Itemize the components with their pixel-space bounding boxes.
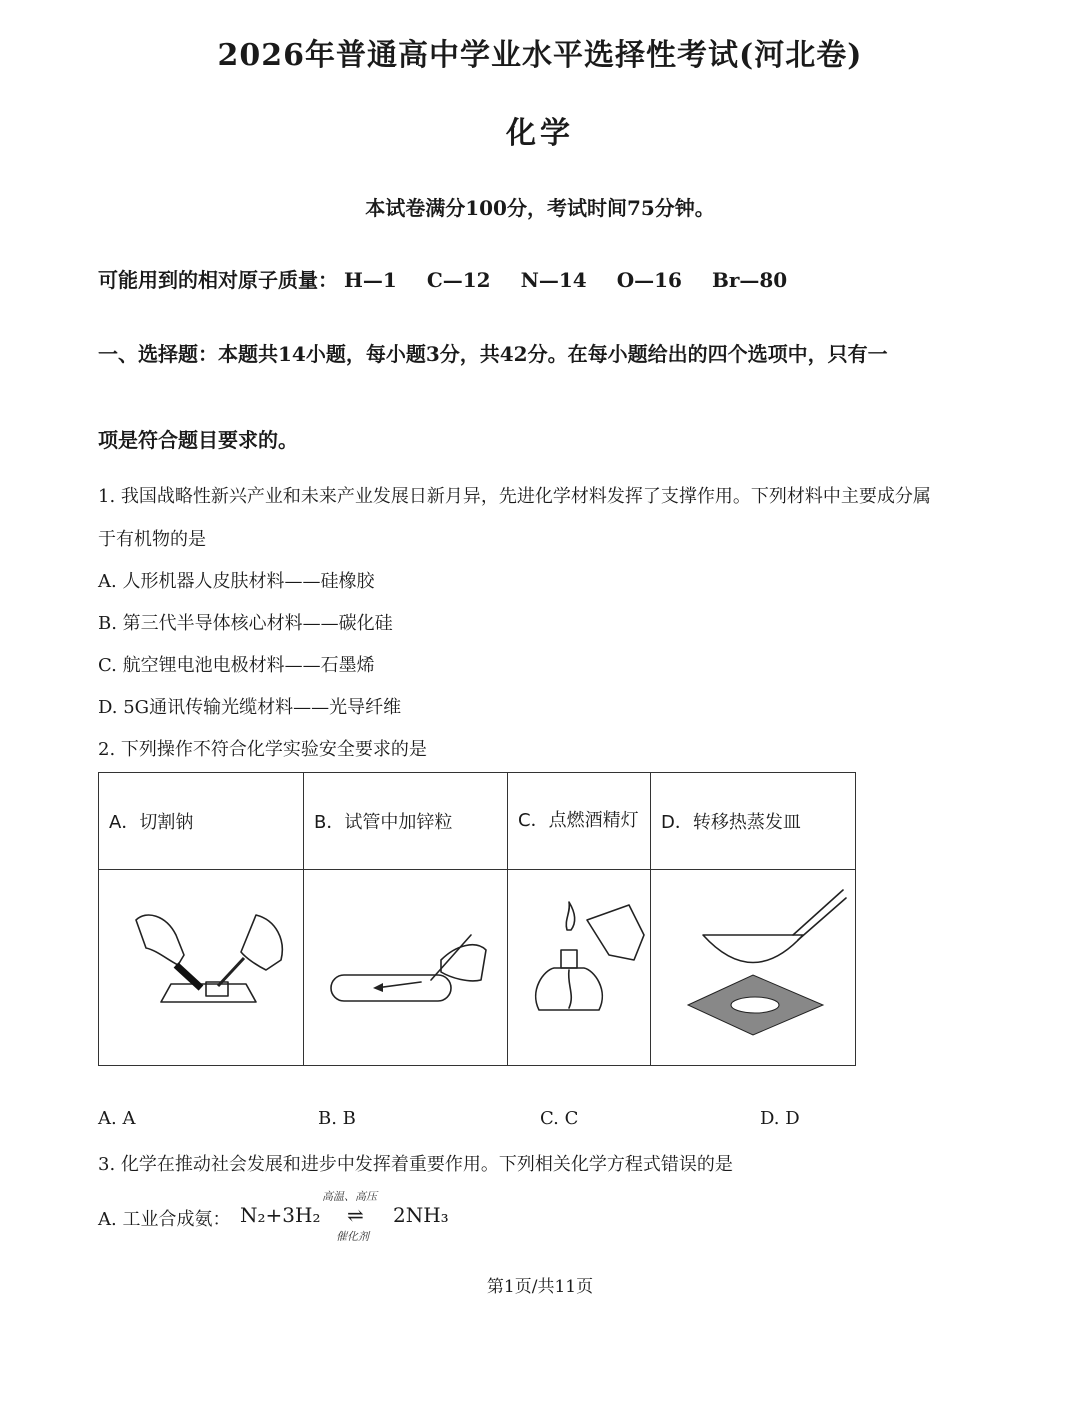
evaporating-dish [703,935,803,963]
crucible-tongs [793,890,843,935]
section1-heading-line2: 项是符合题目要求的。 [98,428,298,452]
q2-answer-a: A. A [98,1108,136,1129]
cutting-sodium-illustration [106,880,296,1050]
alcohol-lamp-illustration [509,880,649,1050]
atomic-mass-br: Br—80 [711,268,788,292]
q2-img-test-tube [304,870,508,1066]
q3-reactants: N₂+3H₂ [240,1203,321,1227]
arrow-head [373,983,383,992]
q3-stem: 3. 化学在推动社会发展和进步中发挥着重要作用。下列相关化学方程式错误的是 [98,1154,733,1175]
second-lamp [587,905,644,960]
test-tube-illustration [311,880,501,1050]
flame-icon [566,902,574,930]
atomic-mass-n: N—14 [520,268,587,292]
q2-answer-c: C. C [540,1108,579,1129]
tweezers [431,935,471,980]
evaporating-dish-illustration [658,880,848,1050]
q1-option-a: A. 人形机器人皮肤材料——硅橡胶 [98,571,375,592]
q2-img-alcohol-lamp [508,870,651,1066]
right-hand [241,915,282,970]
q2-col-c-label: C．点燃酒精灯 [508,773,651,870]
hand [441,945,486,981]
atomic-mass-line [98,264,787,293]
q2-col-d-label: D．转移热蒸发皿 [651,773,856,870]
q2-col-a-label: A．切割钠 [99,773,304,870]
page-number: 第1页/共11页 [486,1277,594,1297]
exam-title: 2026年普通高中学业水平选择性考试(河北卷) [217,38,863,73]
gauze-center [731,997,779,1013]
section1-heading-line1: 一、选择题：本题共14小题，每小题3分，共42分。在每小题给出的四个选项中，只有一 [98,342,888,366]
wick [569,970,572,1008]
q2-col-b-label: B．试管中加锌粒 [304,773,508,870]
full-marks-note: 本试卷满分100分，考试时间75分钟。 [365,196,715,220]
q1-option-d: D. 5G通讯传输光缆材料——光导纤维 [98,697,402,718]
atomic-mass-label: 可能用到的相对原子质量： [98,268,338,292]
glass-plate [161,984,256,1002]
q2-answer-d: D. D [760,1108,800,1129]
q1-stem-line2: 于有机物的是 [98,529,206,550]
subject-title: 化学 [506,116,574,151]
q1-option-c: C. 航空锂电池电极材料——石墨烯 [98,655,375,676]
q2-experiment-table [98,772,856,1066]
q2-stem: 2. 下列操作不符合化学实验安全要求的是 [98,739,427,760]
lamp-neck [561,950,577,968]
q3-product: 2NH₃ [393,1203,449,1227]
q2-img-evaporating-dish [651,870,856,1066]
crucible-tongs-arm [798,898,846,940]
q3-condition-top: 高温、高压 [322,1190,377,1203]
left-hand [136,915,184,965]
q1-option-b: B. 第三代半导体核心材料——碳化硅 [98,613,393,634]
q1-stem-line1: 1. 我国战略性新兴产业和未来产业发展日新月异，先进化学材料发挥了支撑作用。下列材料中主要成分属 [98,486,931,507]
q2-answer-b: B. B [318,1108,356,1129]
equilibrium-arrow-icon: ⇌ [347,1203,364,1227]
knife [218,958,244,986]
atomic-mass-h: H—1 [344,268,397,292]
atomic-mass-c: C—12 [426,268,491,292]
q2-img-cut-sodium [99,870,304,1066]
q3-option-a-label: A. 工业合成氨： [98,1209,231,1230]
atomic-mass-o: O—16 [616,268,682,292]
q3-condition-bottom: 催化剂 [336,1230,369,1243]
